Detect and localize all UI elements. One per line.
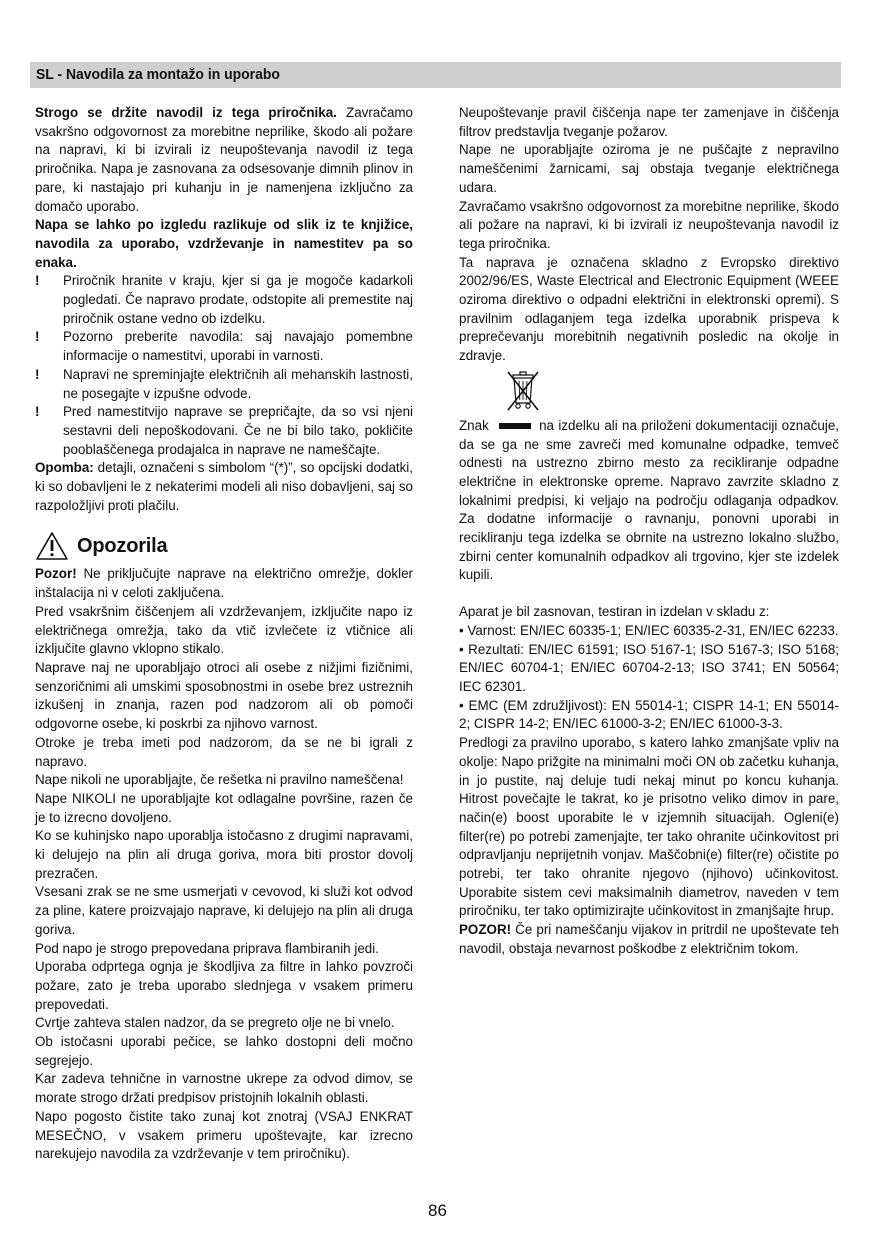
bullet-item bbox=[35, 328, 413, 365]
standards-item: • Varnost: EN/IEC 60335-1; EN/IEC 60335-2-31, EN/IEC 62233. bbox=[459, 622, 839, 638]
warning-triangle-icon bbox=[35, 531, 69, 561]
bullet-text: Pozorno preberite navodila: saj navajajo pomembne informacije o namestitvi, uporabi in varnosti. bbox=[63, 329, 413, 364]
crossed-bin-icon bbox=[503, 369, 543, 413]
bullet-item bbox=[35, 366, 413, 403]
left-column bbox=[35, 104, 413, 1164]
warning-paragraph: Vsesani zrak se ne sme usmerjati v cevovod, ki služi kot odvod za pline, katere proizvajajo naprave, ki delujejo na plin ali druga goriva. bbox=[35, 884, 413, 937]
info-paragraph: Nape ne uporabljajte oziroma je ne puščajte z nepravilno nameščenimi žarnicami, saj obstaja tveganje električnega udara. bbox=[459, 142, 839, 195]
warnings-title: Opozorila bbox=[77, 535, 168, 558]
warning-paragraph: Nape nikoli ne uporabljajte, če rešetka ni pravilno nameščena! bbox=[35, 772, 404, 788]
warning-paragraph: Ko se kuhinjsko napo uporablja istočasno z drugimi napravami, ki delujejo na plin ali druga goriva, mora biti prostor dovolj prezračen. bbox=[35, 828, 413, 881]
znak-paragraph bbox=[459, 417, 839, 585]
znak-word: Znak bbox=[459, 417, 489, 433]
note-label: Opomba: bbox=[35, 460, 94, 476]
warning-paragraph: Nape NIKOLI ne uporabljajte kot odlagalne površine, razen če je to izrecno dovoljeno. bbox=[35, 790, 413, 825]
pozor-text: Ne priključujte naprave na električno omrežje, dokler inštalacija ni v celoti zaključena. bbox=[35, 566, 413, 601]
warning-paragraph: Ob istočasni uporabi pečice, se lahko dostopni deli močno segrejejo. bbox=[35, 1034, 413, 1068]
pozor-label: Pozor! bbox=[35, 566, 77, 582]
info-paragraph: Ta naprava je označena skladno z Evropsko direktivo 2002/96/ES, Waste Electrical and Electronic Equipment (WEEE oziroma direktivo o odpadni električni in elektronski opremi). S pravilnim odlaganjem tega izdelka uporabnik prispeva k preprečevanju morebitnih negativnih posledic na okolje in zdravje. bbox=[459, 254, 839, 364]
pozor2-paragraph bbox=[459, 921, 839, 958]
bullet-text: Pred namestitvijo naprave se prepričajte, da so vsi njeni sestavni deli nepoškodovani. Če ne bi bilo tako, pokličite pooblaščenega prodajalca in naprave ne nameščajte. bbox=[63, 404, 413, 457]
pozor-paragraph bbox=[35, 565, 413, 602]
section-title: SL - Navodila za montažo in uporabo bbox=[36, 66, 280, 83]
bullet-item bbox=[35, 272, 413, 328]
warning-paragraph: Uporaba odprtega ognja je škodljiva za filtre in lahko povzroči požare, zato je treba uporabo slednjega v vsakem primeru prepovedati. bbox=[35, 959, 413, 1012]
warning-paragraph: Napo pogosto čistite tako zunaj kot znotraj (VSAJ ENKRAT MESEČNO, v vsakem primeru upoštevajte, kar izrecno narekujejo navodila za vzdrževanje v tem priročniku). bbox=[35, 1108, 413, 1162]
intro-bold: Strogo se držite navodil iz tega priročnika. bbox=[35, 105, 337, 120]
warning-paragraph: Otroke je treba imeti pod nadzorom, da se ne bi igrali z napravo. bbox=[35, 734, 413, 769]
pozor2-text: Če pri nameščanju vijakov in pritrdil ne upoštevate teh navodil, obstaja nevarnost poškodbe z električnim tokom. bbox=[459, 922, 839, 956]
right-column bbox=[459, 104, 839, 959]
warning-paragraph: Pod napo je strogo prepovedana priprava flambiranih jedi. bbox=[35, 940, 379, 956]
warning-paragraph: Kar zadeva tehnične in varnostne ukrepe za odvod dimov, se morate strogo držati predpisov pristojnih lokalnih oblasti. bbox=[35, 1071, 413, 1106]
info-paragraph: Zavračamo vsakršno odgovornost za morebitne neprilike, škodo ali požare na napravi, ki bi izvirali iz neupoštevanja navodil iz tega priročnika. bbox=[459, 198, 839, 251]
intro-text: Zavračamo vsakršno odgovornost za morebitne neprilike, škodo ali požare na napravi, ki bi izvirali iz neupoštevanja navodil iz tega priročnika. Napa je zasnovana za odsesovanje dimnih plinov in pare, ki nastajajo pri kuhanju in je namenjena izključno za domačo uporabo. bbox=[35, 105, 413, 214]
standards-item: • Rezultati: EN/IEC 61591; ISO 5167-1; ISO 5167-3; ISO 5168; EN/IEC 60704-1; EN/IEC 60704-2-13; ISO 3741; EN 50564; IEC 62301. bbox=[459, 641, 839, 694]
intro-paragraph bbox=[35, 104, 413, 216]
exclamation-mark: ! bbox=[35, 404, 40, 420]
znak-text: na izdelku ali na priloženi dokumentaciji označuje, da se ga ne sme zavreči med komunalne odpadke, temveč odnesti na ustrezno zbirno mesto za recikliranje odpadne električne in elektronske opreme. Napravo zavrzite skladno z lokalnimi predpisi, ki veljajo na področju odlaganja odpadkov. Za dodatne informacije o ravnanju, ponovni uporabi in recikliranju tega izdelka se obrnite na ustrezno lokalno službo, zbirni center komunalnih odpadkov ali trgovino, kjer ste izdelek kupili. bbox=[459, 417, 839, 583]
warnings-heading bbox=[35, 531, 413, 561]
note-text: detajli, označeni s simbolom “(*)”, so opcijski dodatki, ki so dobavljeni le z nekaterimi modeli ali niso dobavljeni, saj so razpoložljivi proti plačilu. bbox=[35, 460, 413, 513]
exclamation-mark: ! bbox=[35, 273, 40, 289]
exclamation-mark: ! bbox=[35, 366, 40, 382]
warning-paragraph: Pred vsakršnim čiščenjem ali vzdrževanjem, izključite napo iz električnega omrežja, tako da vtič izvlečete iz vtičnice ali izključite glavno vklopno stikalo. bbox=[35, 603, 413, 657]
warning-paragraph: Naprave naj ne uporabljajo otroci ali osebe z nižjimi fizičnimi, senzoričnimi ali umskimi sposobnostmi in osebe brez ustreznih izkušenj in znanja, razen pod nadzorom ali ob pomoči odgovorne osebe, ki poskrbi za njihovo varnost. bbox=[35, 659, 413, 732]
bullet-text: Priročnik hranite v kraju, kjer si ga je mogoče kadarkoli pogledati. Če napravo prodate, odstopite ali premestite naj priročnik ostane vedno ob izdelku. bbox=[63, 273, 413, 326]
bullet-item bbox=[35, 403, 413, 459]
standards-intro: Aparat je bil zasnovan, testiran in izdelan v skladu z: bbox=[459, 604, 770, 620]
page-number: 86 bbox=[428, 1201, 447, 1220]
usage-paragraph: Predlogi za pravilno uporabo, s katero lahko zmanjšate vpliv na okolje: Napo prižgite na minimalni moči ON ob začetku kuhanja, in jo pustite, naj deluje tudi nekaj minut po koncu kuhanja. Hitrost povečajte le takrat, ko je prisotno veliko dimov in pare, način(e) boost uporabite le v izjemnih situacijah. Ogleni(e) filter(re) po potrebi zamenjajte, ter tako ohranite učinkovitost pri odpravljanju neprijetnih vonjav. Maščobni(e) filter(re) očistite po potrebi, ter tako ohranite njegovo (njihovo) učinkovitost. Uporabite sistem cevi maksimalnih diametrov, naveden v tem priročniku, ter tako optimizirajte učinkovitost in zmanjšajte hrup. bbox=[459, 735, 839, 919]
pozor2-label: POZOR! bbox=[459, 922, 512, 938]
bullet-text: Napravi ne spreminjajte električnih ali mehanskih lastnosti, ne posegajte v izpušne odvode. bbox=[63, 366, 413, 401]
info-paragraph: Neupoštevanje pravil čiščenja nape ter zamenjave in čiščenja filtrov predstavlja tveganje požarov. bbox=[459, 105, 839, 139]
warning-paragraph: Cvrtje zahteva stalen nadzor, da se pregreto olje ne bi vnelo. bbox=[35, 1015, 395, 1031]
notice-paragraph: Napa se lahko po izgledu razlikuje od slik iz te knjižice, navodila za uporabo, vzdrževanje in namestitev pa so enaka. bbox=[35, 217, 413, 270]
weee-symbol bbox=[459, 369, 839, 413]
standards-item: • EMC (EM združljivost): EN 55014-1; CISPR 14-1; EN 55014-2; CISPR 14-2; EN/IEC 61000-3-2; EN/IEC 61000-3-3. bbox=[459, 697, 839, 732]
exclamation-mark: ! bbox=[35, 329, 40, 345]
weee-bar-symbol bbox=[499, 423, 531, 429]
section-header bbox=[30, 62, 841, 88]
note-paragraph bbox=[35, 459, 413, 515]
